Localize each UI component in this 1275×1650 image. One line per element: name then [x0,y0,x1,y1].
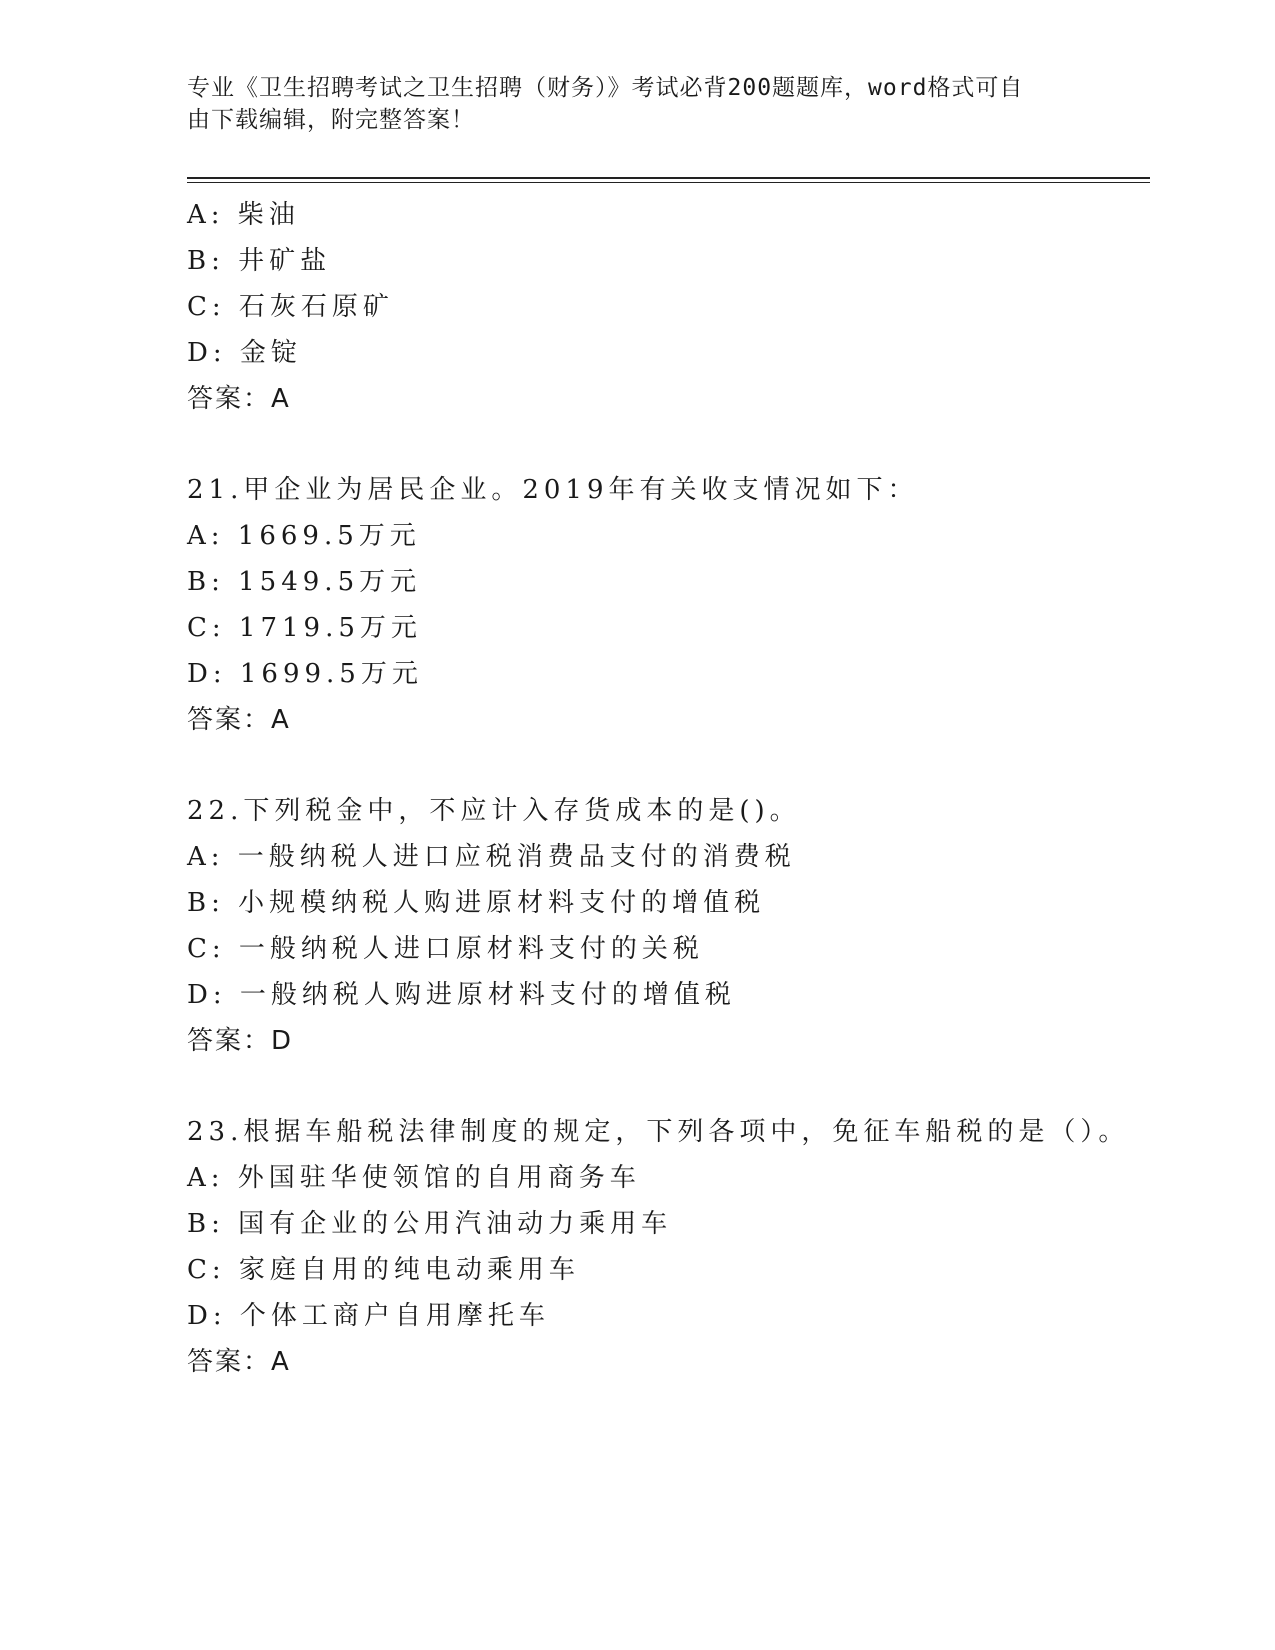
question-22 [187,788,1147,1064]
answer: 答案：D [187,1026,294,1056]
option-b: B: 小规模纳税人购进原材料支付的增值税 [187,888,766,918]
option-d: D: 1699.5万元 [187,659,423,689]
option-a: A: 外国驻华使领馆的自用商务车 [187,1163,641,1193]
question-list [187,192,1147,1385]
option-b: B: 1549.5万元 [187,567,422,597]
answer: 答案：A [187,705,291,735]
header-divider-thin [187,182,1150,183]
option-c: C: 1719.5万元 [187,613,422,643]
header-divider-thick [187,177,1150,179]
question-stem: 23.根据车船税法律制度的规定，下列各项中，免征车船税的是（）。 [187,1117,1130,1147]
option-d: D: 金锭 [187,338,302,368]
option-c: C: 一般纳税人进口原材料支付的关税 [187,934,704,964]
document-header [187,72,1067,136]
question-21 [187,467,1147,743]
option-c: C: 家庭自用的纯电动乘用车 [187,1255,580,1285]
option-c: C: 石灰石原矿 [187,292,394,322]
option-b: B: 国有企业的公用汽油动力乘用车 [187,1209,673,1239]
option-d: D: 个体工商户自用摩托车 [187,1301,550,1331]
question-20 [187,192,1147,422]
answer: 答案：A [187,384,291,414]
option-a: A: 一般纳税人进口应税消费品支付的消费税 [187,842,796,872]
option-a: A: 1669.5万元 [187,521,421,551]
header-line-2: 由下载编辑，附完整答案！ [187,107,475,133]
header-line-1: 专业《卫生招聘考试之卫生招聘（财务）》考试必背200题题库，word格式可自 [187,75,1024,101]
option-d: D: 一般纳税人购进原材料支付的增值税 [187,980,736,1010]
question-stem: 22.下列税金中，不应计入存货成本的是()。 [187,796,801,826]
answer: 答案：A [187,1347,291,1377]
option-b: B: 井矿盐 [187,246,332,276]
question-stem: 21.甲企业为居民企业。2019年有关收支情况如下： [187,475,919,505]
question-23 [187,1109,1147,1385]
option-a: A: 柴油 [187,200,300,230]
